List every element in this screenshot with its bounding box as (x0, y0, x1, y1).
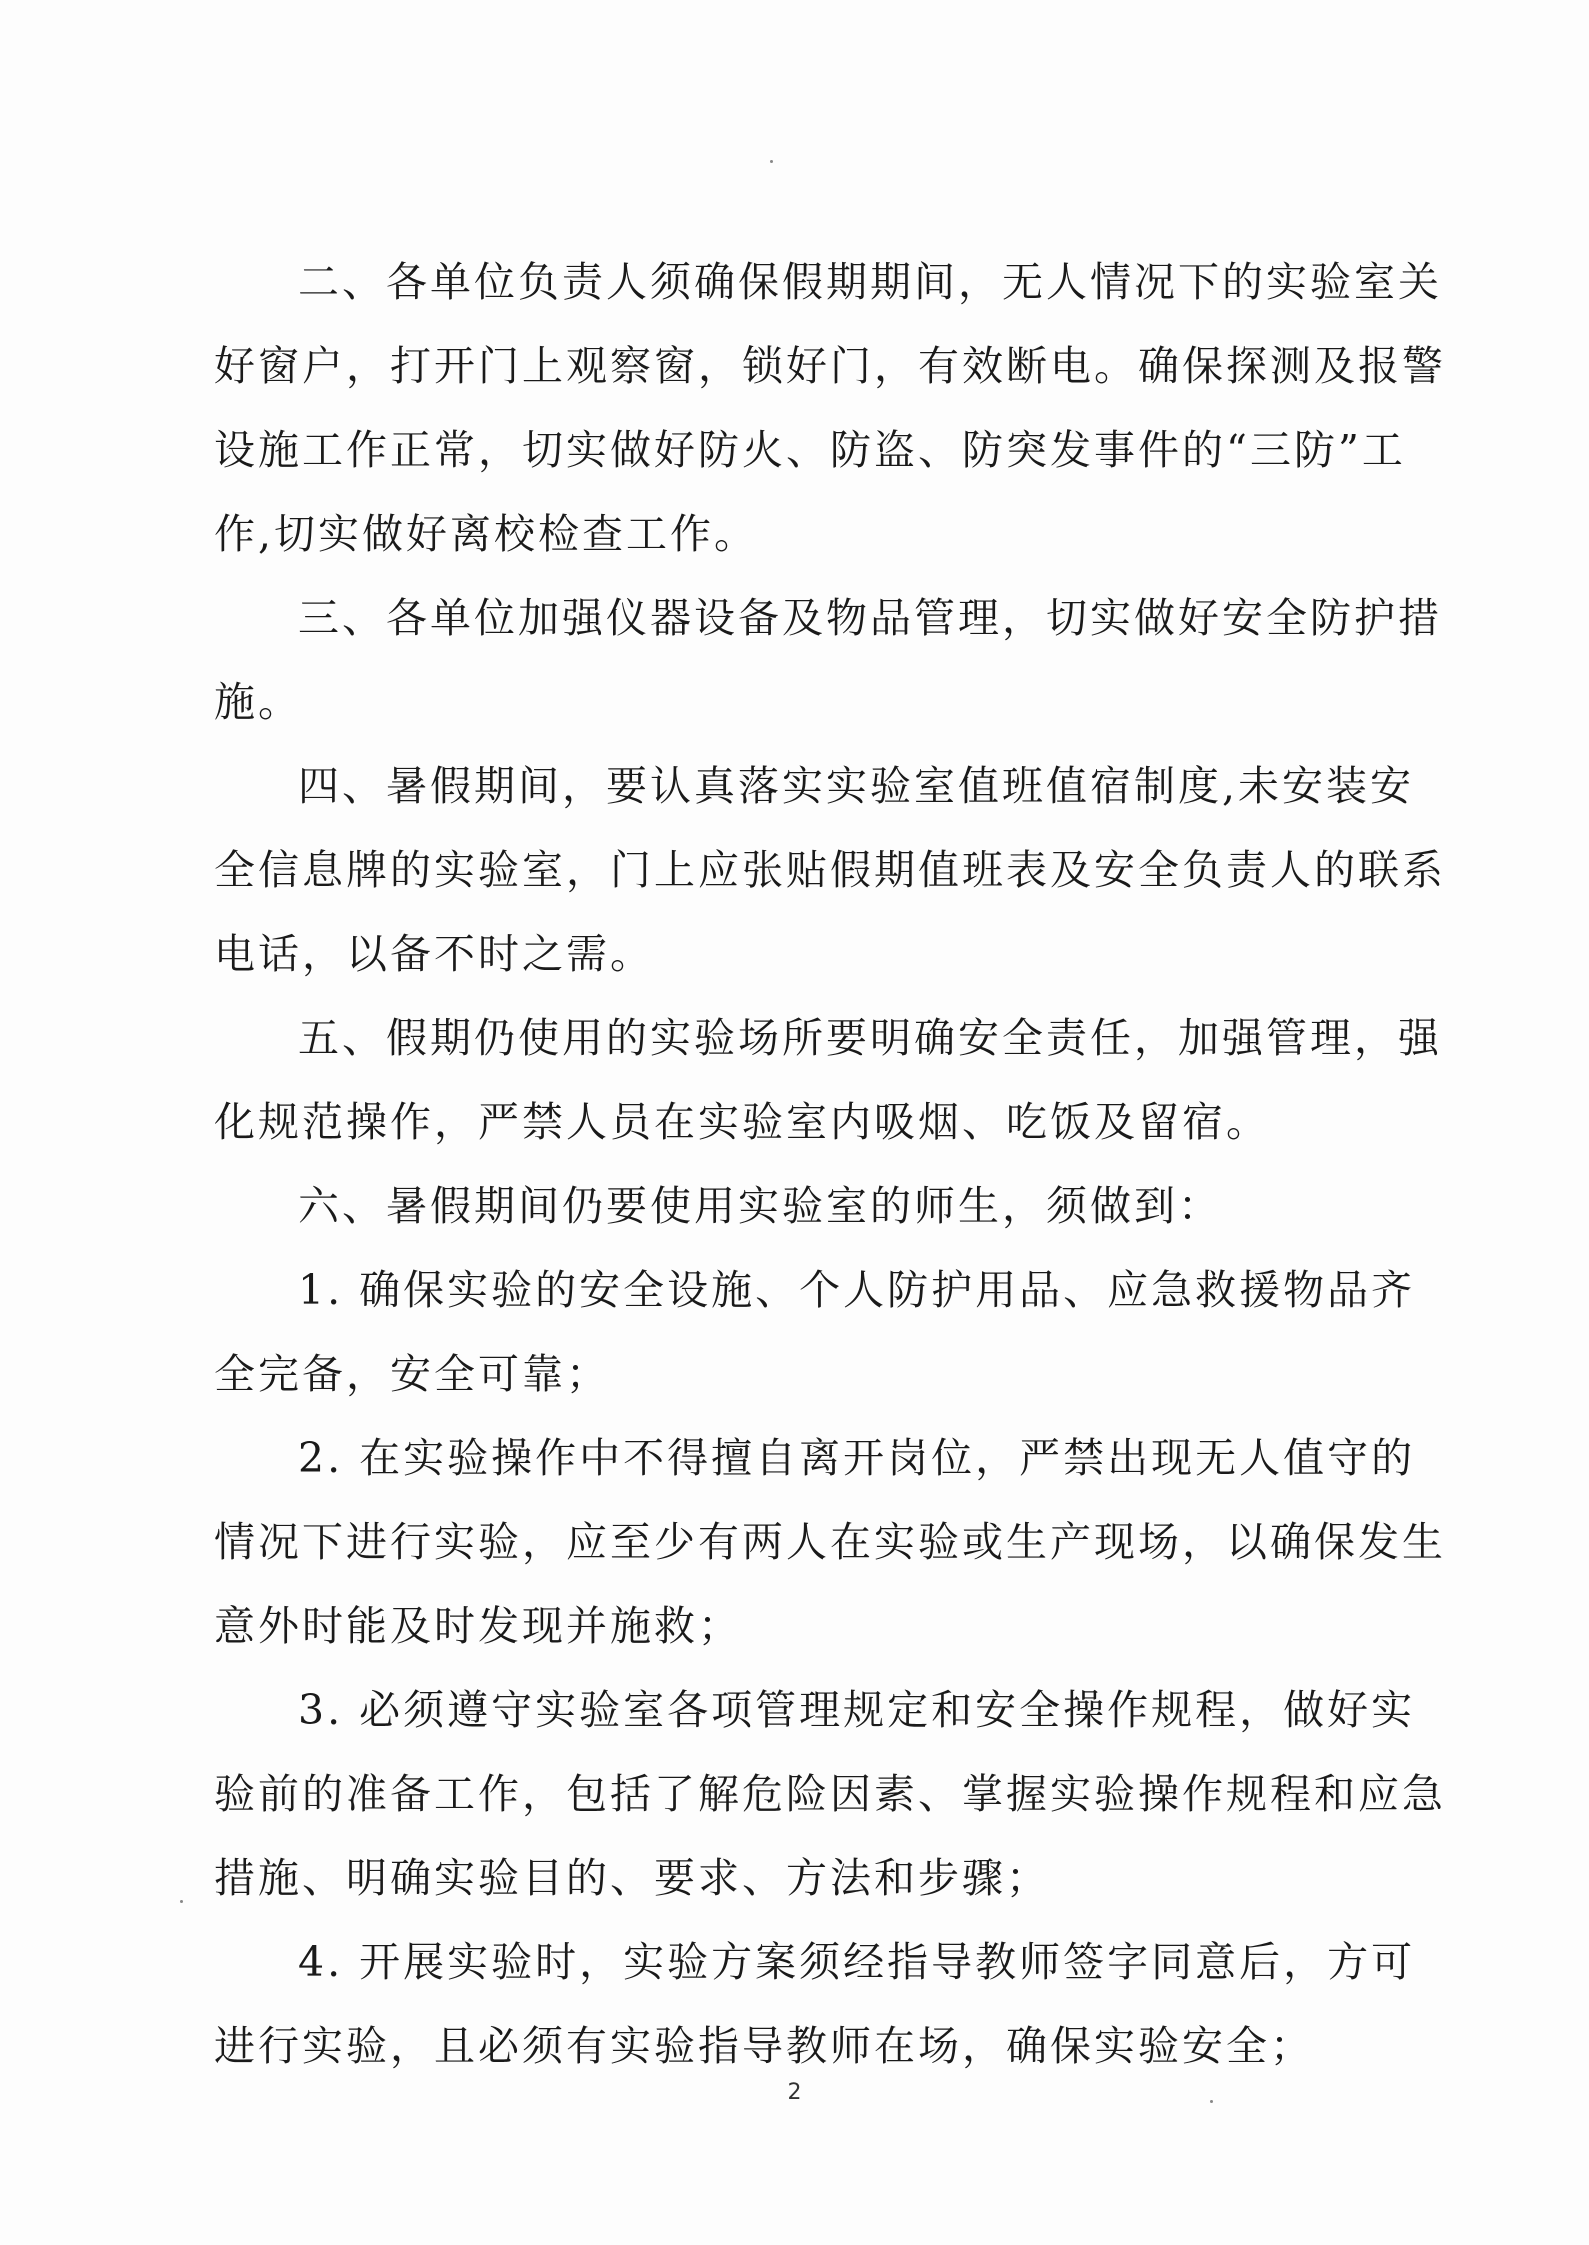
item-4-line-1: 4. 开展实验时，实验方案须经指导教师签字同意后，方可 (298, 1938, 1416, 1986)
section-3-line-2: 施。 (214, 678, 302, 726)
scan-speck (770, 160, 773, 163)
section-5-line-2: 化规范操作，严禁人员在实验室内吸烟、吃饭及留宿。 (214, 1098, 1270, 1146)
item-2-line-3: 意外时能及时发现并施救； (214, 1602, 742, 1650)
section-4-line-1: 四、暑假期间，要认真落实实验室值班值宿制度,未安装安 (298, 762, 1415, 810)
item-1-line-2: 全完备，安全可靠； (214, 1350, 610, 1398)
item-3-line-3: 措施、明确实验目的、要求、方法和步骤； (214, 1854, 1050, 1902)
item-2-line-1: 2. 在实验操作中不得擅自离开岗位，严禁出现无人值守的 (298, 1434, 1416, 1482)
scan-speck (180, 1900, 183, 1903)
scan-speck (1210, 2100, 1213, 2103)
section-2-line-2: 好窗户，打开门上观察窗，锁好门，有效断电。确保探测及报警 (214, 342, 1446, 390)
section-4-line-2: 全信息牌的实验室，门上应张贴假期值班表及安全负责人的联系 (214, 846, 1446, 894)
item-3-line-2: 验前的准备工作，包括了解危险因素、掌握实验操作规程和应急 (214, 1770, 1446, 1818)
item-1-line-1: 1. 确保实验的安全设施、个人防护用品、应急救援物品齐 (298, 1266, 1416, 1314)
section-5-line-1: 五、假期仍使用的实验场所要明确安全责任，加强管理，强 (298, 1014, 1442, 1062)
section-2-line-3: 设施工作正常，切实做好防火、防盗、防突发事件的“三防”工 (214, 426, 1406, 474)
section-4-line-3: 电话，以备不时之需。 (214, 930, 654, 978)
page-number: 2 (787, 2080, 802, 2105)
section-3-line-1: 三、各单位加强仪器设备及物品管理，切实做好安全防护措 (298, 594, 1442, 642)
item-2-line-2: 情况下进行实验，应至少有两人在实验或生产现场，以确保发生 (214, 1518, 1446, 1566)
item-4-line-2: 进行实验，且必须有实验指导教师在场，确保实验安全； (214, 2022, 1314, 2070)
section-2-line-1: 二、各单位负责人须确保假期期间，无人情况下的实验室关 (298, 258, 1442, 306)
document-body (214, 240, 1446, 2088)
item-3-line-1: 3. 必须遵守实验室各项管理规定和安全操作规程，做好实 (298, 1686, 1416, 1734)
section-6-heading: 六、暑假期间仍要使用实验室的师生，须做到： (298, 1182, 1222, 1230)
section-2-line-4: 作,切实做好离校检查工作。 (214, 510, 759, 558)
